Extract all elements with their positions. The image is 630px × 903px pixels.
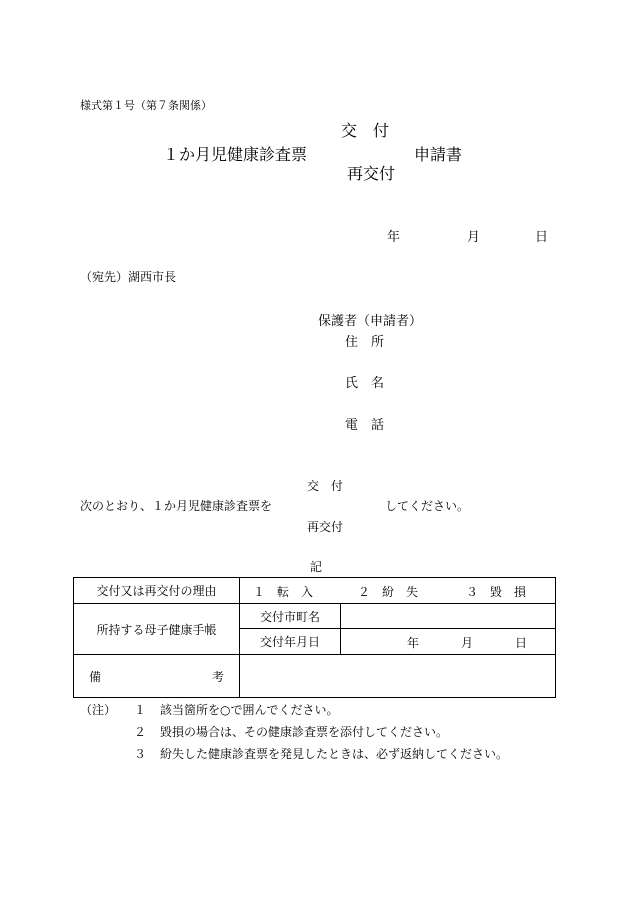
- remarks-label-cell: [74, 655, 240, 698]
- reason-options-cell[interactable]: [240, 578, 556, 604]
- form-number: 様式第１号（第７条関係）: [80, 99, 212, 112]
- body-option-issue: 交 付: [307, 479, 344, 493]
- application-table: [73, 577, 556, 698]
- issue-date-month: 月: [461, 636, 474, 650]
- issue-date-year: 年: [407, 636, 420, 650]
- ki-heading: 記: [310, 560, 323, 574]
- municipality-label-cell: [240, 604, 341, 629]
- handbook-label-cell: [74, 604, 240, 655]
- body-main-text: 次のとおり、１か月児健康診査票を: [80, 499, 273, 513]
- date-month: 月: [467, 230, 481, 245]
- remarks-label-1: 備: [89, 670, 102, 684]
- note-2-num: ２: [134, 725, 147, 739]
- reason-option-damaged[interactable]: ３ 毀 損: [466, 585, 527, 599]
- reason-option-lost[interactable]: ２ 紛 失: [358, 585, 419, 599]
- note-1-text: 該当箇所を○で囲んでください。: [160, 703, 339, 717]
- date-year: 年: [387, 230, 401, 245]
- note-1-num: １: [134, 703, 147, 717]
- note-2-text: 毀損の場合は、その健康診査票を添付してください。: [160, 725, 449, 739]
- issue-date-day: 日: [515, 636, 528, 650]
- issue-date-label-cell: [240, 629, 341, 655]
- notes-label: （注）: [80, 703, 117, 717]
- note-3-num: ３: [134, 747, 147, 761]
- title-option-issue: 交 付: [341, 121, 390, 140]
- municipality-value-cell[interactable]: [341, 604, 556, 629]
- remarks-label-2: 考: [212, 670, 225, 684]
- body-option-reissue: 再交付: [307, 520, 344, 534]
- body-suffix: してください。: [385, 499, 470, 513]
- title-main: １か月児健康診査票: [163, 145, 308, 164]
- phone-label: 電 話: [345, 418, 385, 433]
- name-label: 氏 名: [345, 376, 385, 391]
- reason-label: 交付又は再交付の理由: [96, 584, 217, 598]
- address-label: 住 所: [345, 335, 385, 350]
- handbook-label: 所持する母子健康手帳: [96, 622, 217, 637]
- title-suffix: 申請書: [414, 145, 463, 164]
- municipality-label: 交付市町名: [259, 609, 320, 624]
- addressee: （宛先）湖西市長: [80, 270, 177, 284]
- reason-option-transfer[interactable]: １ 転 入: [253, 585, 314, 599]
- remarks-value-cell[interactable]: [240, 655, 556, 698]
- reason-label-cell: [74, 578, 240, 604]
- date-day: 日: [535, 230, 549, 245]
- issue-date-value-cell[interactable]: [341, 629, 556, 655]
- note-3-text: 紛失した健康診査票を発見したときは、必ず返納してください。: [160, 747, 509, 761]
- title-option-reissue: 再交付: [347, 164, 396, 183]
- applicant-heading: 保護者（申請者）: [318, 314, 423, 329]
- issue-date-label: 交付年月日: [259, 635, 320, 649]
